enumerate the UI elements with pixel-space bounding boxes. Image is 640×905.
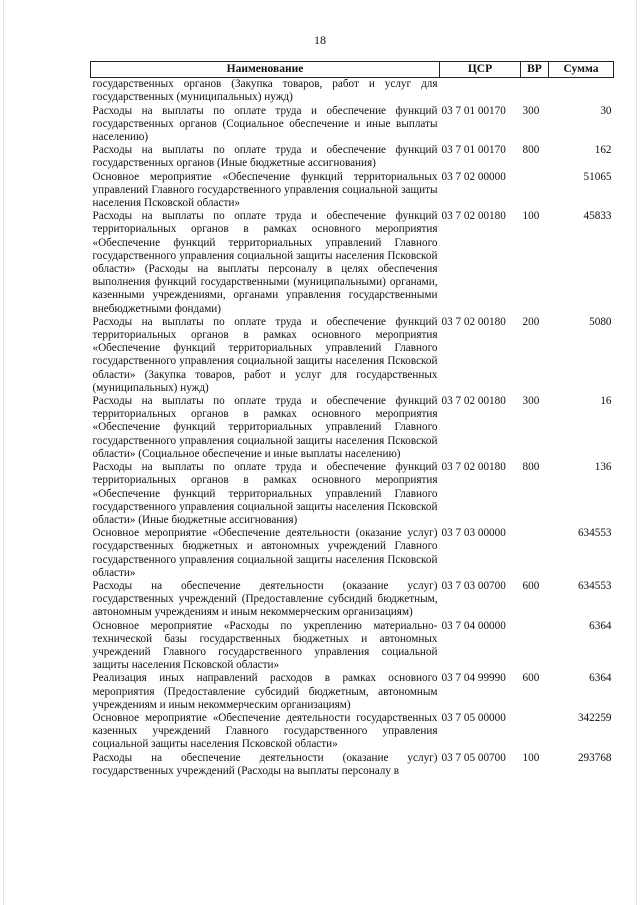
row-sum: 162: [594, 144, 612, 157]
page-number: 18: [314, 33, 326, 47]
row-sum: 136: [594, 461, 612, 474]
row-vr: 200: [522, 315, 540, 328]
row-sum: 5080: [589, 315, 612, 328]
table-row: [91, 620, 614, 673]
row-csr: 03 7 03 00700: [441, 579, 506, 592]
row-sum: 45833: [583, 210, 612, 223]
row-vr: 800: [522, 144, 540, 157]
row-csr: 03 7 04 00000: [441, 619, 506, 632]
row-vr: 100: [522, 751, 540, 764]
row-vr: 800: [522, 461, 540, 474]
budget-table: [90, 61, 614, 778]
row-sum: 6364: [589, 672, 612, 685]
row-name: Расходы на выплаты по оплате труда и обеспечение функций территориальных органов в рамках основного мероприятия «Обеспечение функций территориальных управлений Главного государственного управления социальной защиты населения Псковской области» (Расходы на выплаты персоналу в целях обеспечения выполнения функций государственными (муниципальными) органами, казенными учреждениями, органами управления государственными внебюджетными фондами): [92, 210, 438, 315]
row-csr: 03 7 03 00000: [441, 527, 506, 540]
row-name: Расходы на выплаты по оплате труда и обеспечение функций территориальных органов в рамках основного мероприятия «Обеспечение функций территориальных управлений Главного государственного управления социальной защиты населения Псковской области» (Закупка товаров, работ и услуг для государственных (муниципальных) нужд): [92, 315, 438, 394]
row-vr: 300: [522, 104, 540, 117]
row-name: Основное мероприятие «Обеспечение деятельности государственных казенных учреждений Главного государственного управления социальной защиты населения Псковской области»: [92, 711, 438, 751]
row-vr: [521, 171, 549, 211]
table-row: [91, 712, 614, 752]
table-row: [91, 752, 614, 778]
row-vr: [521, 78, 549, 105]
row-name: Расходы на обеспечение деятельности (оказание услуг) государственных учреждений (Предоставление субсидий бюджетным, автономным учреждениям и иным некоммерческим организациям): [92, 579, 438, 619]
row-name: Реализация иных направлений расходов в рамках основного мероприятия (Предоставление субсидий бюджетным, автономным учреждениям и иным некоммерческим организациям): [92, 672, 438, 711]
table-row: [91, 395, 614, 461]
table-body: [91, 78, 614, 778]
row-csr: 03 7 04 99990: [441, 672, 506, 685]
table-header-row: [91, 62, 614, 78]
table-row: [91, 672, 614, 712]
row-name: Расходы на обеспечение деятельности (оказание услуг) государственных учреждений (Расходы на выплаты персоналу в: [92, 751, 438, 777]
row-sum: 6364: [589, 619, 612, 632]
row-vr: 600: [522, 579, 540, 592]
table-row: [91, 210, 614, 316]
header-csr: ЦСР: [440, 62, 521, 78]
row-csr: 03 7 02 00180: [441, 395, 506, 408]
row-sum: 16: [600, 395, 612, 408]
row-csr: 03 7 02 00180: [441, 461, 506, 474]
row-name: Основное мероприятие «Обеспечение функций территориальных управлений Главного государственного управления социальной защиты населения Псковской области»: [92, 170, 438, 210]
table-row: [91, 461, 614, 527]
table-row: [91, 527, 614, 580]
header-vr: ВР: [521, 62, 549, 78]
row-sum: 30: [600, 104, 612, 117]
row-sum: 51065: [583, 170, 612, 183]
row-vr: [521, 712, 549, 752]
table-row: [91, 78, 614, 105]
row-sum: 293768: [577, 751, 612, 764]
row-csr: [440, 78, 521, 105]
table-row: [91, 105, 614, 145]
row-sum: 634553: [577, 579, 612, 592]
table-row: [91, 580, 614, 620]
row-sum: 634553: [577, 527, 612, 540]
row-csr: 03 7 05 00000: [441, 711, 506, 724]
header-name: Наименование: [91, 62, 440, 78]
row-name: Расходы на выплаты по оплате труда и обеспечение функций государственных органов (Иные бюджетные ассигнования): [92, 144, 438, 170]
row-csr: 03 7 02 00180: [441, 315, 506, 328]
row-csr: 03 7 02 00180: [441, 210, 506, 223]
row-vr: [521, 527, 549, 580]
row-name: государственных органов (Закупка товаров, работ и услуг для государственных (муниципальных) нужд): [92, 78, 438, 104]
scan-edge-left: [3, 0, 4, 905]
row-name: Расходы на выплаты по оплате труда и обеспечение функций территориальных органов в рамках основного мероприятия «Обеспечение функций территориальных управлений Главного государственного управления социальной защиты населения Псковской области» (Иные бюджетные ассигнования): [92, 461, 438, 526]
table-header: [91, 62, 614, 78]
row-name: Основное мероприятие «Расходы по укреплению материально-технической базы государственных бюджетных и автономных учреждений Главного государственного управления социальной защиты населения Псковской области»: [92, 619, 438, 672]
row-vr: 100: [522, 210, 540, 223]
row-sum: 342259: [577, 711, 612, 724]
row-name: Расходы на выплаты по оплате труда и обеспечение функций государственных органов (Социальное обеспечение и иные выплаты населению): [92, 104, 438, 144]
header-sum: Сумма: [549, 62, 614, 78]
row-name: Расходы на выплаты по оплате труда и обеспечение функций территориальных органов в рамках основного мероприятия «Обеспечение функций территориальных управлений Главного государственного управления социальной защиты населения Псковской области» (Социальное обеспечение и иные выплаты населению): [92, 395, 438, 460]
row-vr: 300: [522, 395, 540, 408]
scan-edge-right: [636, 0, 637, 905]
row-sum: [549, 78, 614, 105]
table-row: [91, 171, 614, 211]
table-row: [91, 144, 614, 170]
row-vr: [521, 620, 549, 673]
row-csr: 03 7 01 00170: [441, 144, 506, 157]
row-csr: 03 7 01 00170: [441, 104, 506, 117]
row-vr: 600: [522, 672, 540, 685]
row-csr: 03 7 02 00000: [441, 170, 506, 183]
row-csr: 03 7 05 00700: [441, 751, 506, 764]
table-row: [91, 316, 614, 395]
row-name: Основное мероприятие «Обеспечение деятельности (оказание услуг) государственных бюджетных и автономных учреждений Главного государственного управления социальной защиты населения Псковской области»: [92, 527, 438, 579]
